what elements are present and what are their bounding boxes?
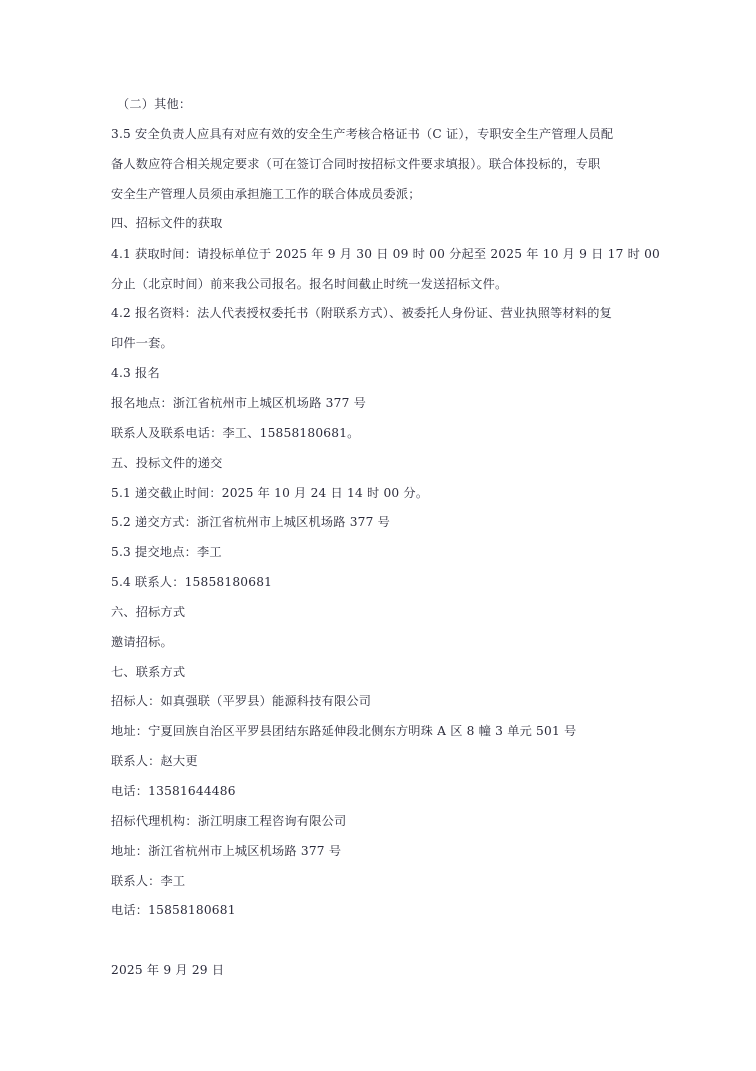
agency-name: 招标代理机构：浙江明康工程咨询有限公司 [111, 814, 347, 828]
tenderer-contact-person: 联系人：赵大更 [111, 754, 198, 768]
clause-3-5-line-2: 备人数应符合相关规定要求（可在签订合同时按招标文件要求填报）。联合体投标的，专职 [111, 157, 601, 171]
registration-location: 报名地点：浙江省杭州市上城区机场路 377 号 [111, 396, 366, 410]
clause-5-4: 5.4 联系人：15858180681 [111, 575, 273, 589]
section-heading-7: 七、联系方式 [111, 665, 186, 679]
document-date: 2025 年 9 月 29 日 [111, 963, 225, 977]
tenderer-address: 地址：宁夏回族自治区平罗县团结东路延伸段北侧东方明珠 A 区 8 幢 3 单元 501 号 [111, 724, 577, 738]
clause-3-5-line-1: 3.5 安全负责人应具有对应有效的安全生产考核合格证书（C 证），专职安全生产管理人员配 [111, 127, 614, 141]
clause-4-1-line-1: 4.1 获取时间：请投标单位于 2025 年 9 月 30 日 09 时 00 分起至 2025 年 10 月 9 日 17 时 00 [111, 247, 660, 261]
section-heading-5: 五、投标文件的递交 [111, 456, 223, 470]
clause-4-1-line-2: 分止（北京时间）前来我公司报名。报名时间截止时统一发送招标文件。 [111, 277, 508, 291]
clause-5-1: 5.1 递交截止时间：2025 年 10 月 24 日 14 时 00 分。 [111, 486, 429, 500]
section-heading-4: 四、招标文件的获取 [111, 216, 223, 230]
section-heading-other: （二）其他： [117, 97, 192, 111]
clause-5-3: 5.3 提交地点：李工 [111, 545, 222, 559]
registration-contact: 联系人及联系电话：李工、15858180681。 [111, 426, 360, 440]
section-heading-6: 六、招标方式 [111, 605, 186, 619]
agency-phone: 电话：15858180681 [111, 903, 236, 917]
bidding-method: 邀请招标。 [111, 635, 173, 649]
clause-4-2-line-2: 印件一套。 [111, 336, 173, 350]
clause-3-5-line-3: 安全生产管理人员须由承担施工工作的联合体成员委派； [111, 187, 421, 201]
agency-address: 地址：浙江省杭州市上城区机场路 377 号 [111, 844, 342, 858]
tenderer-name: 招标人：如真强联（平罗县）能源科技有限公司 [111, 694, 372, 708]
clause-4-3-heading: 4.3 报名 [111, 366, 160, 380]
clause-4-2-line-1: 4.2 报名资料：法人代表授权委托书（附联系方式）、被委托人身份证、营业执照等材料的复 [111, 306, 613, 320]
clause-5-2: 5.2 递交方式：浙江省杭州市上城区机场路 377 号 [111, 515, 391, 529]
agency-contact-person: 联系人：李工 [111, 874, 186, 888]
tenderer-phone: 电话：13581644486 [111, 784, 236, 798]
